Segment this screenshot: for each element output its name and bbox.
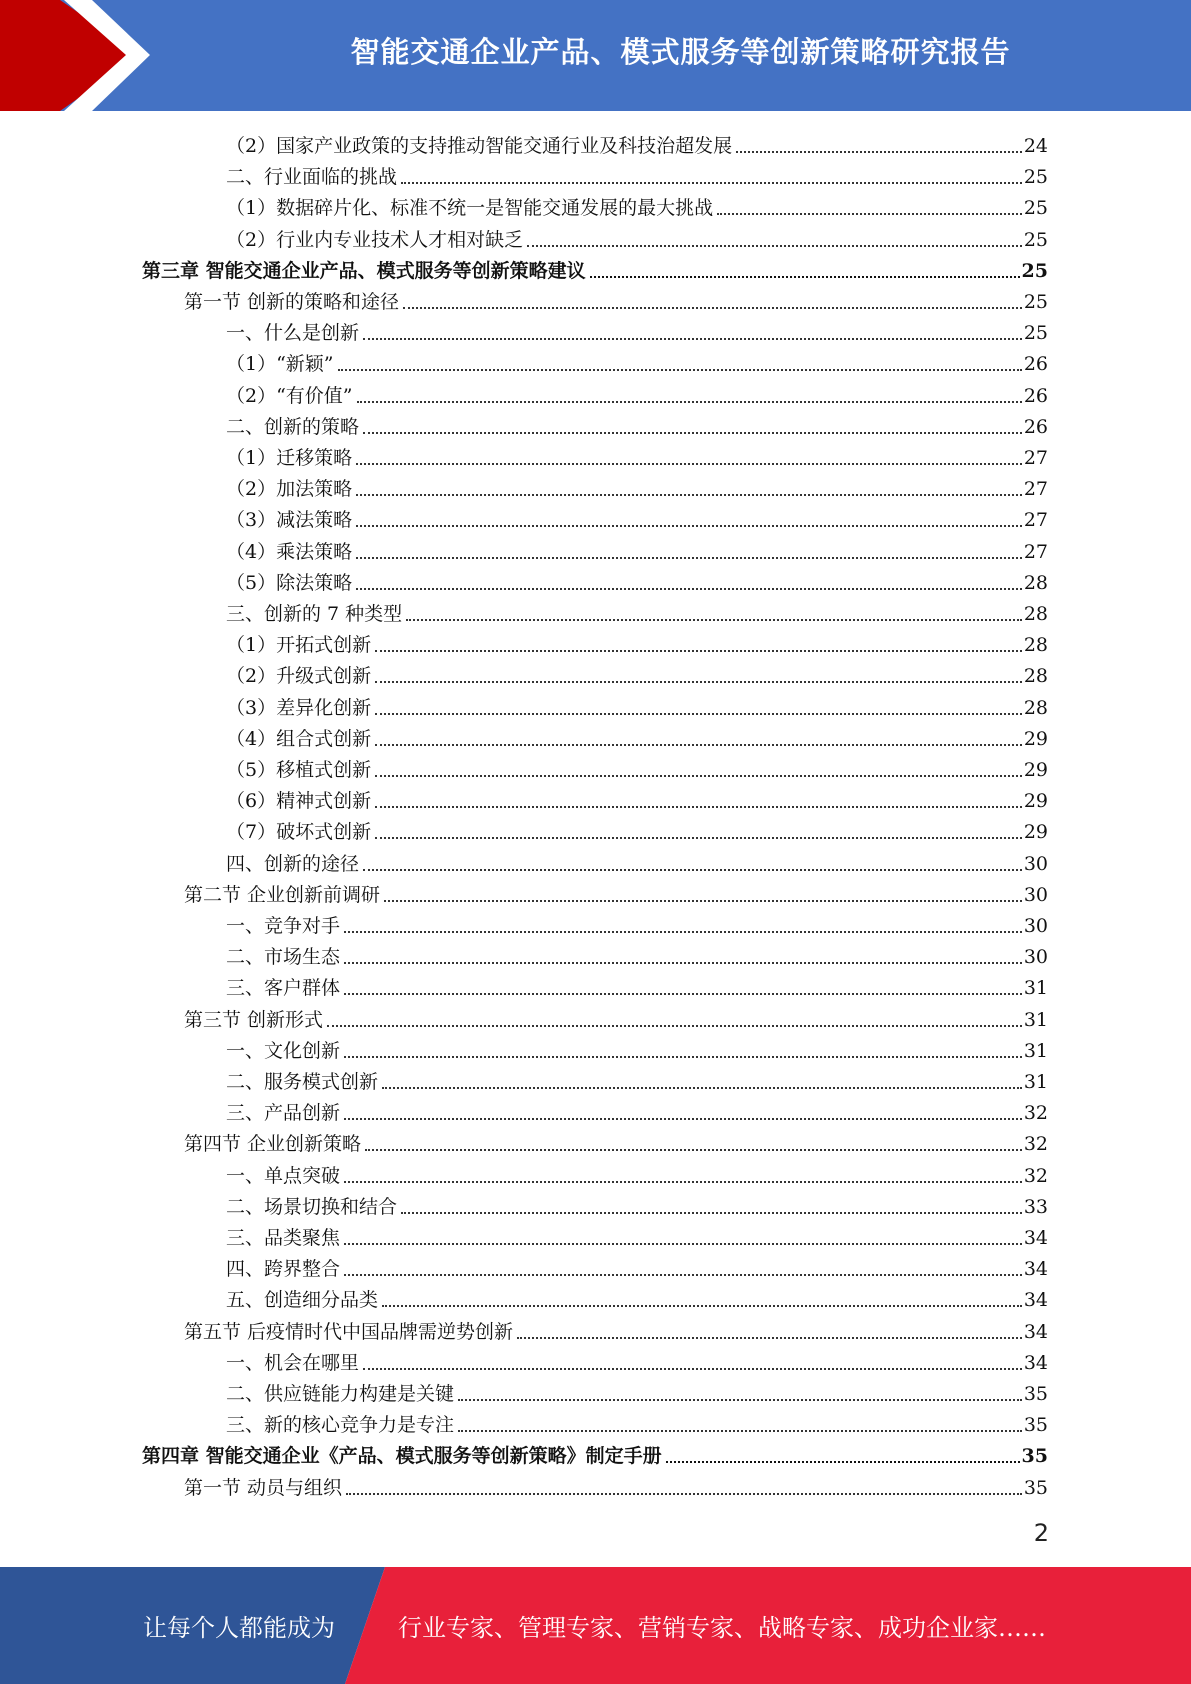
toc-entry-page: 35 bbox=[1023, 1414, 1048, 1437]
toc-leader-dots bbox=[356, 588, 1022, 590]
toc-entry-page: 32 bbox=[1023, 1102, 1048, 1125]
toc-entry[interactable] bbox=[226, 221, 1048, 252]
toc-leader-dots bbox=[363, 432, 1022, 434]
toc-leader-dots bbox=[382, 1305, 1022, 1307]
toc-leader-dots bbox=[363, 1368, 1022, 1370]
toc-leader-dots bbox=[375, 837, 1022, 839]
toc-leader-dots bbox=[382, 1087, 1022, 1089]
toc-leader-dots bbox=[717, 213, 1022, 215]
toc-entry-label: 一、机会在哪里 bbox=[226, 1351, 360, 1374]
toc-entry-label: （3）差异化创新 bbox=[226, 696, 372, 719]
toc-leader-dots bbox=[527, 245, 1022, 247]
toc-entry-label: （2）加法策略 bbox=[226, 478, 353, 501]
toc-entry-page: 29 bbox=[1023, 821, 1048, 844]
toc-entry[interactable] bbox=[226, 345, 1048, 376]
toc-entry-page: 35 bbox=[1021, 1445, 1048, 1468]
toc-entry[interactable] bbox=[184, 1469, 1048, 1500]
toc-entry-label: 二、行业面临的挑战 bbox=[226, 166, 398, 189]
toc-leader-dots bbox=[401, 182, 1022, 184]
toc-leader-dots bbox=[327, 1025, 1022, 1027]
toc-entry[interactable] bbox=[226, 1250, 1048, 1281]
toc-entry[interactable] bbox=[184, 876, 1048, 907]
toc-entry-label: 一、文化创新 bbox=[226, 1039, 341, 1062]
toc-entry-label: 二、场景切换和结合 bbox=[226, 1195, 398, 1218]
toc-entry-page: 27 bbox=[1023, 478, 1048, 501]
toc-entry-page: 27 bbox=[1023, 447, 1048, 469]
toc-entry-page: 32 bbox=[1023, 1133, 1048, 1156]
toc-leader-dots bbox=[344, 962, 1022, 964]
toc-entry-page: 29 bbox=[1023, 759, 1048, 781]
toc-entry-page: 29 bbox=[1023, 790, 1048, 813]
toc-leader-dots bbox=[356, 463, 1022, 465]
toc-leader-dots bbox=[344, 1181, 1022, 1183]
toc-entry[interactable] bbox=[226, 1406, 1048, 1437]
toc-leader-dots bbox=[344, 1243, 1022, 1245]
toc-entry-label: 第三章 智能交通企业产品、模式服务等创新策略建议 bbox=[142, 259, 586, 282]
toc-leader-dots bbox=[375, 713, 1022, 715]
toc-leader-dots bbox=[344, 993, 1022, 995]
toc-leader-dots bbox=[375, 806, 1022, 808]
toc-entry-label: 第四章 智能交通企业《产品、模式服务等创新策略》制定手册 bbox=[142, 1445, 662, 1468]
toc-entry-label: 二、服务模式创新 bbox=[226, 1071, 379, 1093]
toc-entry-label: 四、创新的途径 bbox=[226, 852, 360, 875]
toc-entry[interactable] bbox=[226, 470, 1048, 501]
toc-leader-dots bbox=[356, 557, 1022, 559]
footer-band bbox=[0, 1567, 1191, 1684]
toc-entry-page: 31 bbox=[1023, 1039, 1048, 1062]
toc-leader-dots bbox=[401, 1212, 1022, 1214]
toc-entry-label: 二、供应链能力构建是关键 bbox=[226, 1383, 455, 1405]
toc-entry[interactable] bbox=[226, 1219, 1048, 1250]
toc-entry-page: 31 bbox=[1023, 1008, 1048, 1031]
toc-entry-label: 二、创新的策略 bbox=[226, 415, 360, 438]
toc-entry-page: 25 bbox=[1023, 166, 1048, 189]
toc-entry-page: 31 bbox=[1023, 1071, 1048, 1093]
toc-leader-dots bbox=[356, 494, 1022, 496]
toc-entry-label: （1）开拓式创新 bbox=[226, 634, 372, 657]
toc-entry-label: （5）除法策略 bbox=[226, 571, 353, 594]
toc-leader-dots bbox=[375, 650, 1022, 652]
toc-entry-label: （1）迁移策略 bbox=[226, 447, 353, 469]
toc-entry-page: 25 bbox=[1023, 322, 1048, 345]
toc-entry[interactable] bbox=[226, 1094, 1048, 1125]
toc-entry-page: 25 bbox=[1023, 291, 1048, 313]
toc-entry[interactable] bbox=[184, 1125, 1048, 1156]
toc-entry-label: 三、创新的 7 种类型 bbox=[226, 603, 403, 625]
toc-entry[interactable] bbox=[226, 1375, 1048, 1406]
toc-entry[interactable] bbox=[226, 595, 1048, 626]
toc-entry-label: （4）组合式创新 bbox=[226, 727, 372, 750]
toc-entry[interactable] bbox=[226, 782, 1048, 813]
toc-entry[interactable] bbox=[184, 283, 1048, 314]
toc-entry-page: 30 bbox=[1023, 915, 1048, 937]
toc-entry-label: 四、跨界整合 bbox=[226, 1258, 341, 1281]
toc-entry[interactable] bbox=[226, 751, 1048, 782]
toc-leader-dots bbox=[365, 1149, 1022, 1151]
footer-slogan-right: 行业专家、管理专家、营销专家、战略专家、成功企业家…… bbox=[398, 1614, 1046, 1642]
toc-leader-dots bbox=[338, 369, 1022, 371]
toc-leader-dots bbox=[375, 681, 1022, 683]
toc-entry-label: 第一节 创新的策略和途径 bbox=[184, 291, 400, 313]
toc-entry[interactable] bbox=[226, 1157, 1048, 1188]
toc-entry[interactable] bbox=[226, 720, 1048, 751]
toc-entry-page: 34 bbox=[1023, 1289, 1048, 1312]
header-band bbox=[0, 0, 1191, 111]
toc-leader-dots bbox=[363, 869, 1022, 871]
toc-entry-page: 26 bbox=[1023, 353, 1048, 376]
toc-entry-label: （1）“新颖” bbox=[226, 353, 334, 376]
toc-entry[interactable] bbox=[226, 657, 1048, 688]
toc-entry-label: 第三节 创新形式 bbox=[184, 1008, 324, 1031]
toc-leader-dots bbox=[344, 1274, 1022, 1276]
toc-entry[interactable] bbox=[226, 127, 1048, 158]
toc-entry-page: 34 bbox=[1023, 1227, 1048, 1249]
toc-entry-label: （2）升级式创新 bbox=[226, 665, 372, 688]
toc-leader-dots bbox=[375, 775, 1022, 777]
toc-entry-label: 第一节 动员与组织 bbox=[184, 1476, 343, 1499]
toc-entry-label: 三、新的核心竞争力是专注 bbox=[226, 1414, 455, 1437]
footer-slogan-left: 让每个人都能成为 bbox=[143, 1614, 335, 1642]
toc-entry-page: 28 bbox=[1023, 665, 1048, 688]
toc-entry-page: 34 bbox=[1023, 1320, 1048, 1343]
toc-entry-label: 二、市场生态 bbox=[226, 946, 341, 969]
toc-entry-page: 28 bbox=[1023, 571, 1048, 594]
toc-entry-label: 三、品类聚焦 bbox=[226, 1227, 341, 1249]
toc-leader-dots bbox=[356, 525, 1022, 527]
toc-entry-label: （3）减法策略 bbox=[226, 509, 353, 532]
toc-entry[interactable] bbox=[226, 439, 1048, 470]
toc-entry-page: 25 bbox=[1021, 259, 1048, 282]
toc-leader-dots bbox=[517, 1337, 1022, 1339]
toc-entry-page: 25 bbox=[1023, 228, 1048, 251]
toc-entry[interactable] bbox=[226, 1188, 1048, 1219]
toc-entry-page: 28 bbox=[1023, 634, 1048, 657]
toc-entry[interactable] bbox=[226, 1281, 1048, 1312]
toc-leader-dots bbox=[375, 744, 1022, 746]
toc-entry[interactable] bbox=[226, 907, 1048, 938]
toc-entry-label: （1）数据碎片化、标准不统一是智能交通发展的最大挑战 bbox=[226, 197, 714, 220]
toc-entry-label: 三、客户群体 bbox=[226, 977, 341, 1000]
toc-entry[interactable] bbox=[226, 626, 1048, 657]
toc-leader-dots bbox=[346, 1493, 1022, 1495]
toc-entry-page: 28 bbox=[1023, 696, 1048, 719]
toc-entry-page: 28 bbox=[1023, 603, 1048, 625]
toc-entry-label: （2）国家产业政策的支持推动智能交通行业及科技治超发展 bbox=[226, 135, 733, 157]
toc-leader-dots bbox=[590, 276, 1020, 278]
toc-entry-page: 26 bbox=[1023, 415, 1048, 438]
toc-entry[interactable] bbox=[226, 408, 1048, 439]
toc-entry-page: 27 bbox=[1023, 540, 1048, 563]
toc-leader-dots bbox=[403, 307, 1022, 309]
toc-leader-dots bbox=[406, 619, 1022, 621]
toc-entry-page: 35 bbox=[1023, 1476, 1048, 1499]
toc-leader-dots bbox=[344, 1118, 1022, 1120]
toc-entry-page: 33 bbox=[1023, 1195, 1048, 1218]
toc-entry-label: 一、竞争对手 bbox=[226, 915, 341, 937]
toc-entry[interactable] bbox=[184, 1313, 1048, 1344]
toc-entry-page: 25 bbox=[1023, 197, 1048, 220]
toc-leader-dots bbox=[384, 900, 1022, 902]
toc-chapter-entry[interactable] bbox=[142, 1437, 1048, 1468]
toc-entry[interactable] bbox=[226, 1063, 1048, 1094]
toc-entry-page: 26 bbox=[1023, 384, 1048, 407]
toc-entry-label: 三、产品创新 bbox=[226, 1102, 341, 1125]
toc-leader-dots bbox=[666, 1461, 1020, 1463]
toc-entry-label: 第五节 后疫情时代中国品牌需逆势创新 bbox=[184, 1320, 514, 1343]
page-number: 2 bbox=[1033, 1519, 1049, 1547]
toc-leader-dots bbox=[344, 931, 1022, 933]
toc-entry[interactable] bbox=[226, 969, 1048, 1000]
toc-entry-label: 五、创造细分品类 bbox=[226, 1289, 379, 1312]
toc-entry-label: （6）精神式创新 bbox=[226, 790, 372, 813]
toc-leader-dots bbox=[736, 151, 1022, 153]
toc-leader-dots bbox=[458, 1430, 1022, 1432]
toc-entry-page: 35 bbox=[1023, 1383, 1048, 1405]
report-title: 智能交通企业产品、模式服务等创新策略研究报告 bbox=[350, 34, 1011, 69]
toc-entry[interactable] bbox=[226, 1344, 1048, 1375]
toc-entry[interactable] bbox=[226, 533, 1048, 564]
toc-entry[interactable] bbox=[226, 938, 1048, 969]
toc-entry[interactable] bbox=[226, 1032, 1048, 1063]
toc-entry-label: 第二节 企业创新前调研 bbox=[184, 883, 381, 906]
toc-entry[interactable] bbox=[226, 189, 1048, 220]
toc-entry-page: 31 bbox=[1023, 977, 1048, 1000]
toc-entry-label: （5）移植式创新 bbox=[226, 759, 372, 781]
toc-leader-dots bbox=[344, 1056, 1022, 1058]
toc-entry[interactable] bbox=[226, 845, 1048, 876]
toc-entry-label: （7）破坏式创新 bbox=[226, 821, 372, 844]
toc-entry-page: 27 bbox=[1023, 509, 1048, 532]
toc-entry-page: 34 bbox=[1023, 1258, 1048, 1281]
toc-entry-page: 29 bbox=[1023, 727, 1048, 750]
toc-entry-page: 30 bbox=[1023, 883, 1048, 906]
toc-entry[interactable] bbox=[184, 1001, 1048, 1032]
toc-entry-label: （4）乘法策略 bbox=[226, 540, 353, 563]
toc-entry[interactable] bbox=[226, 377, 1048, 408]
toc-entry[interactable] bbox=[226, 314, 1048, 345]
toc-entry-page: 30 bbox=[1023, 946, 1048, 969]
toc-entry[interactable] bbox=[226, 158, 1048, 189]
toc-entry-label: 一、单点突破 bbox=[226, 1164, 341, 1187]
toc-entry-label: （2）“有价值” bbox=[226, 384, 353, 407]
toc-entry[interactable] bbox=[226, 564, 1048, 595]
toc-entry-label: （2）行业内专业技术人才相对缺乏 bbox=[226, 228, 524, 251]
toc-entry-label: 第四节 企业创新策略 bbox=[184, 1133, 362, 1156]
toc-entry-page: 30 bbox=[1023, 852, 1048, 875]
toc-entry[interactable] bbox=[226, 501, 1048, 532]
toc-leader-dots bbox=[458, 1399, 1022, 1401]
toc-leader-dots bbox=[357, 401, 1022, 403]
toc-entry[interactable] bbox=[226, 689, 1048, 720]
toc-leader-dots bbox=[363, 338, 1022, 340]
toc-entry-page: 34 bbox=[1023, 1351, 1048, 1374]
toc-entry-page: 32 bbox=[1023, 1164, 1048, 1187]
toc-entry-label: 一、什么是创新 bbox=[226, 322, 360, 345]
toc-entry-page: 24 bbox=[1023, 135, 1048, 157]
toc-chapter-entry[interactable] bbox=[142, 252, 1048, 283]
toc-entry[interactable] bbox=[226, 813, 1048, 844]
